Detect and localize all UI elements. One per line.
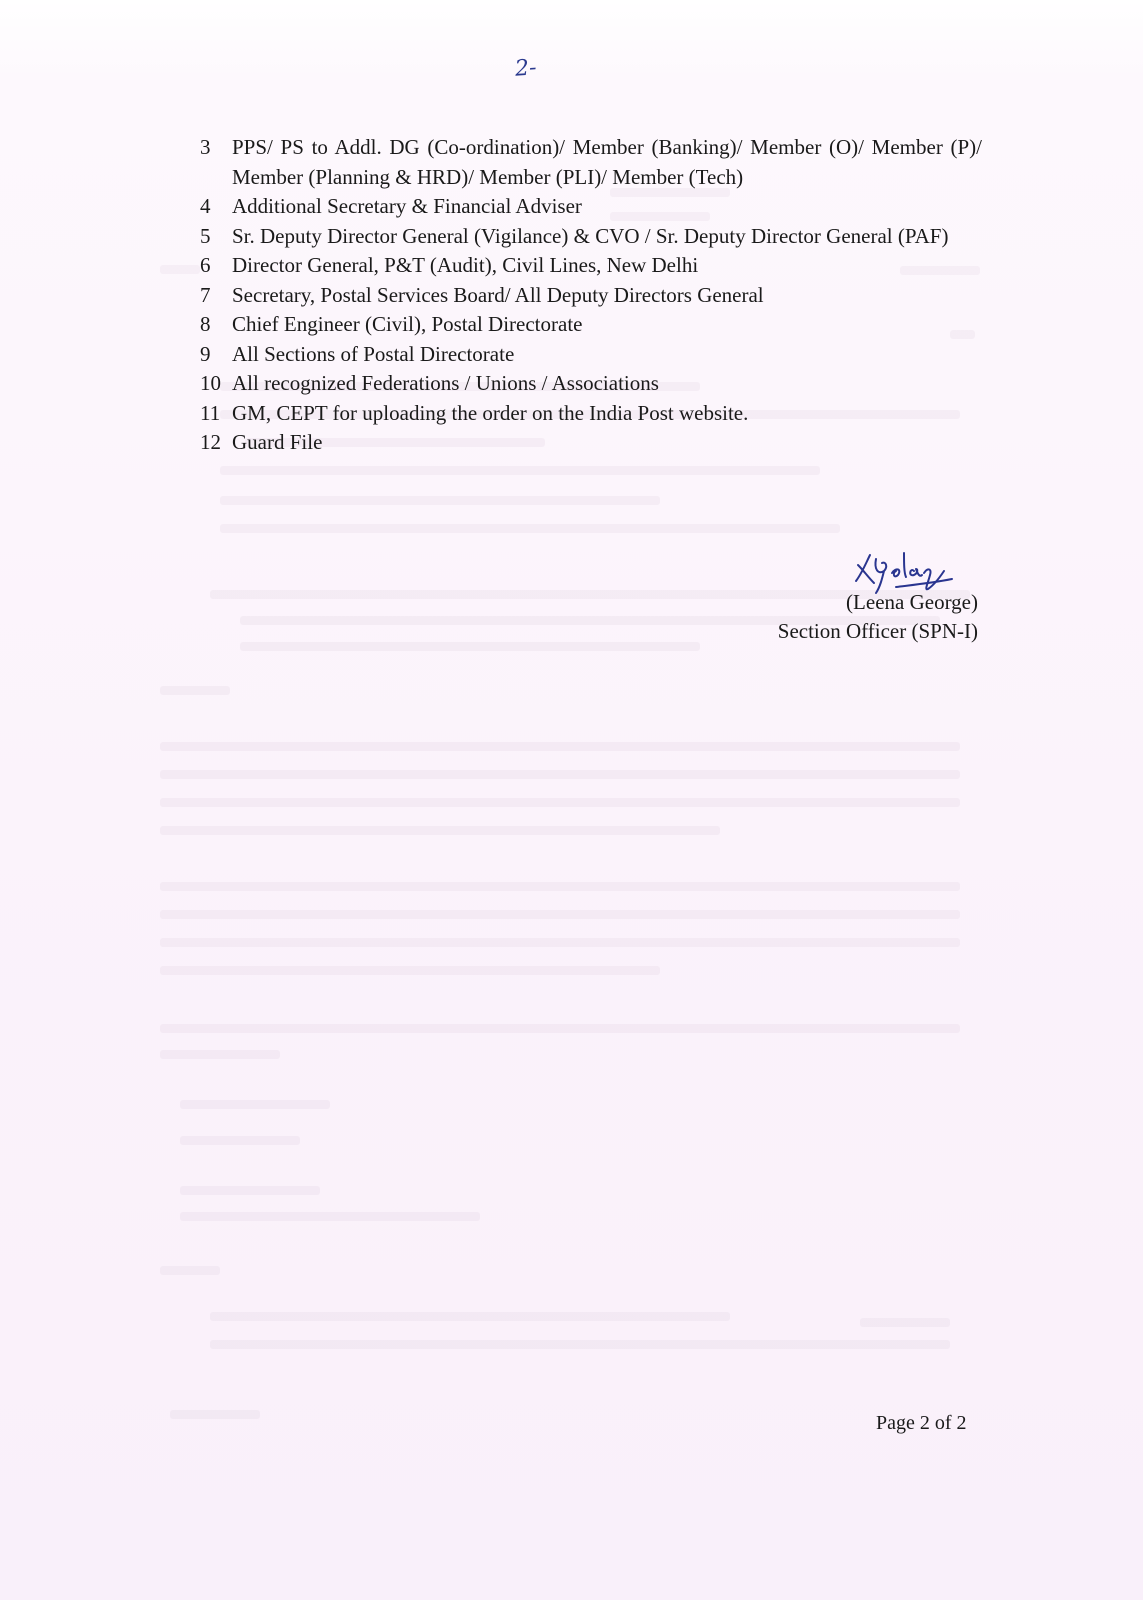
list-item [200,340,982,370]
list-item-number: 9 [200,341,211,366]
list-item-number: 7 [200,282,211,307]
list-item-number: 6 [200,253,211,277]
list-item-number: 10 [200,371,221,395]
list-item-text: Secretary, Postal Services Board/ All Deputy Directors General [232,282,764,307]
list-item-number: 11 [200,400,221,425]
list-item-number: 5 [200,223,211,248]
list-item-text: Chief Engineer (Civil), Postal Directorate [232,312,583,336]
list-item-text: GM, CEPT for uploading the order on the India Post website. [232,400,749,425]
list-item-number: 12 [200,430,221,454]
signatory-designation: Section Officer (SPN-I) [777,619,978,643]
list-item-number: 3 [200,135,211,159]
list-item-text: Guard File [232,430,323,454]
list-item [200,222,982,252]
list-item [200,192,982,222]
page-number-footer: Page 2 of 2 [876,1412,967,1434]
list-item [200,251,982,281]
list-item [200,399,982,429]
list-item-text: All recognized Federations / Unions / Associations [232,371,659,395]
list-item [200,281,982,311]
handwritten-page-mark: 2- [514,55,538,82]
list-item-text: Director General, P&T (Audit), Civil Lines, New Delhi [232,253,699,277]
list-item [200,133,982,192]
list-item-text: Sr. Deputy Director General (Vigilance) & CVO / Sr. Deputy Director General (PAF) [232,223,949,248]
list-item-text: All Sections of Postal Directorate [232,341,515,366]
list-item [200,428,982,458]
list-item-text: Additional Secretary & Financial Adviser [232,194,582,218]
signatory-name: (Leena George) [846,590,978,614]
list-item-number: 8 [200,312,211,336]
list-item-number: 4 [200,194,211,218]
list-item [200,369,982,399]
signature-block [778,588,978,646]
list-item-text: PPS/ PS to Addl. DG (Co-ordination)/ Member (Banking)/ Member (O)/ Member (P)/ Member (Planning & HRD)/ Member (PLI)/ Member (Tech) [232,135,982,189]
list-item [200,310,982,340]
distribution-list [200,133,982,458]
